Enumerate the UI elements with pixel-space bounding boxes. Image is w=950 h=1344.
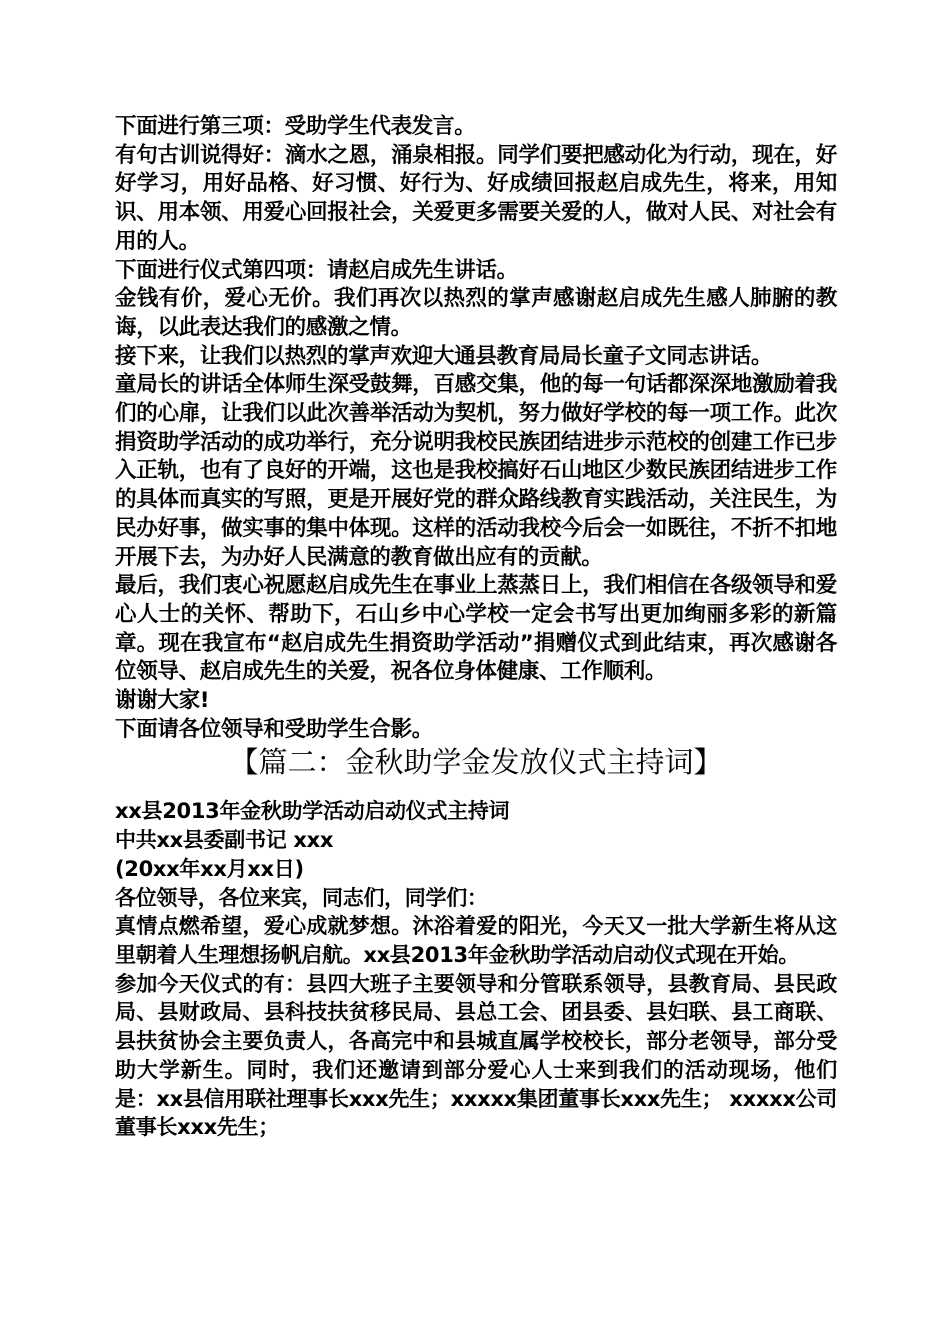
paragraph: 金钱有价，爱心无价。我们再次以热烈的掌声感谢赵启成先生感人肺腑的教诲，以此表达我们的感激之情。 — [115, 286, 837, 340]
paragraph: xx县2013年金秋助学活动启动仪式主持词 — [115, 799, 510, 824]
section-heading: 【篇二：金秋助学金发放仪式主持词】 — [229, 745, 723, 780]
paragraph: 中共xx县委副书记 xxx — [115, 828, 334, 853]
paragraph: 参加今天仪式的有：县四大班子主要领导和分管联系领导，县教育局、县民政局、县财政局、县科技扶贫移民局、县总工会、团县委、县妇联、县工商联、县扶贫协会主要负责人，各高完中和县城直属学校校长，部分老领导，部分受助大学新生。同时，我们还邀请到部分爱心人士来到我们的活动现场，他们是：xx县信用联社理事长xxx先生；xxxxx集团董事长xxx先生； xxxxx公司董事长xxx先生； — [115, 971, 837, 1140]
paragraph: 下面进行仪式第四项：请赵启成先生讲话。 — [115, 257, 518, 283]
paragraph: 谢谢大家! — [115, 688, 210, 714]
paragraph: 下面进行第三项：受助学生代表发言。 — [115, 114, 476, 139]
paragraph: 下面请各位领导和受助学生合影。 — [115, 716, 434, 742]
paragraph: 各位领导，各位来宾，同志们，同学们： — [115, 885, 488, 910]
document-page — [115, 113, 837, 1142]
section-one — [115, 113, 837, 744]
paragraph: 童局长的讲话全体师生深受鼓舞，百感交集，他的每一句话都深深地激励着我们的心扉，让我们以此次善举活动为契机，努力做好学校的每一项工作。此次捐资助学活动的成功举行，充分说明我校民族团结进步示范校的创建工作已步入正轨，也有了良好的开端，这也是我校搞好石山地区少数民族团结进步工作的具体而真实的写照，更是开展好党的群众路线教育实践活动，关注民生，为民办好事，做实事的集中体现。这样的活动我校今后会一如既往，不折不扣地开展下去，为办好人民满意的教育做出应有的贡献。 — [115, 372, 837, 570]
paragraph: 最后，我们衷心祝愿赵启成先生在事业上蒸蒸日上，我们相信在各级领导和爱心人士的关怀、帮助下，石山乡中心学校一定会书写出更加绚丽多彩的新篇章。现在我宣布“赵启成先生捐资助学活动”捐赠仪式到此结束，再次感谢各位领导、赵启成先生的关爱，祝各位身体健康、工作顺利。 — [115, 573, 837, 685]
paragraph: 有句古训说得好：滴水之恩，涌泉相报。同学们要把感动化为行动，现在，好好学习，用好品格、好习惯、好行为、好成绩回报赵启成先生，将来，用知识、用本领、用爱心回报社会，关爱更多需要关爱的人，做对人民、对社会有用的人。 — [115, 142, 837, 254]
section-two — [115, 797, 837, 1141]
paragraph: (20xx年xx月xx日) — [115, 856, 304, 881]
paragraph: 接下来，让我们以热烈的掌声欢迎大通县教育局局长童子文同志讲话。 — [115, 343, 773, 369]
paragraph: 真情点燃希望，爱心成就梦想。沐浴着爱的阳光，今天又一批大学新生将从这里朝着人生理想扬帆启航。xx县2013年金秋助学活动启动仪式现在开始。 — [115, 914, 837, 967]
